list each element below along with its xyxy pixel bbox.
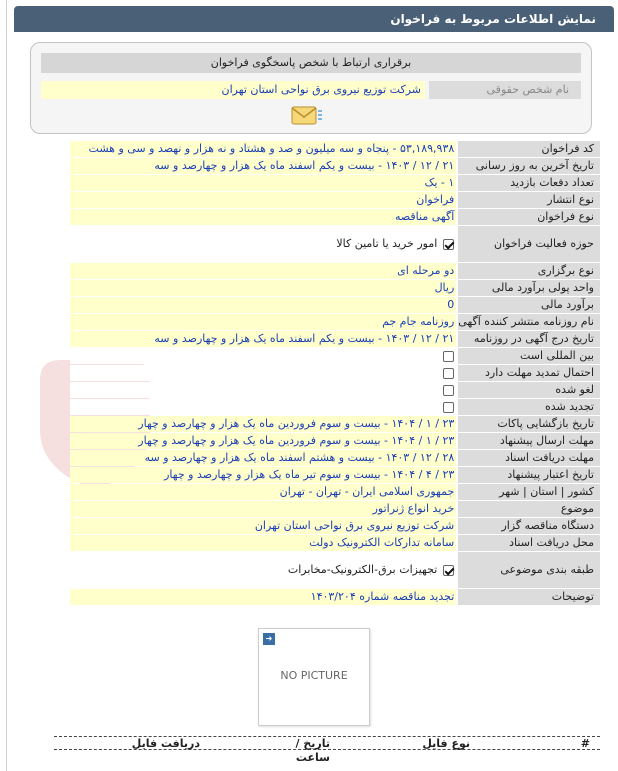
table-row <box>70 467 600 483</box>
flag-label: تجدید شده <box>458 399 600 415</box>
flag-value <box>70 365 458 381</box>
field-label: تاریخ آخرین به روز رسانی <box>458 158 600 174</box>
field-value: ۵۳,۱۸۹,۹۳۸ - پنجاه و سه میلیون و صد و هشتاد و نه هزار و نهصد و سی و هشت <box>70 141 458 157</box>
table-row <box>70 433 600 449</box>
activity-value <box>70 226 458 262</box>
table-row <box>70 297 600 313</box>
field-label: موضوع <box>458 501 600 517</box>
field-label: نوع برگزاری <box>458 263 600 279</box>
field-label: تاریخ بازگشایی پاکات <box>458 416 600 432</box>
field-value: ۲۱ / ۱۲ / ۱۴۰۳ - بیست و یکم اسفند ماه یک هزار و چهارصد و سه <box>70 158 458 174</box>
flag-value <box>70 382 458 398</box>
category-value <box>70 552 458 588</box>
field-value: ۲۱ / ۱۲ / ۱۴۰۳ - بیست و یکم اسفند ماه یک هزار و چهارصد و سه <box>70 331 458 347</box>
table-row <box>70 175 600 191</box>
field-label: مهلت ارسال پیشنهاد <box>458 433 600 449</box>
field-value: ریال <box>70 280 458 296</box>
contact-header: برقراری ارتباط با شخص پاسخگوی فراخوان <box>41 53 581 73</box>
flag-row <box>70 365 600 381</box>
activity-checkbox[interactable] <box>443 239 454 250</box>
field-label: تاریخ اعتبار پیشنهاد <box>458 467 600 483</box>
flag-value <box>70 399 458 415</box>
files-col-download: دریافت فایل <box>131 737 200 750</box>
table-row <box>70 501 600 517</box>
contact-box <box>30 42 592 134</box>
flag-checkbox[interactable] <box>443 385 454 396</box>
table-row <box>70 263 600 279</box>
activity-option-label: امور خرید یا تامین کالا <box>336 237 438 250</box>
table-row <box>70 518 600 534</box>
category-label: طبقه بندی موضوعی <box>458 552 600 588</box>
notes-value: تجدید مناقصه شماره ۱۴۰۳/۲۰۴ <box>70 589 458 605</box>
flag-label: لغو شده <box>458 382 600 398</box>
notes-label: توضیحات <box>458 589 600 605</box>
flag-row <box>70 399 600 415</box>
field-value: ۲۳ / ۴ / ۱۴۰۴ - بیست و سوم تیر ماه یک هزار و چهارصد و چهار <box>70 467 458 483</box>
notes-row <box>70 589 600 605</box>
flag-row <box>70 382 600 398</box>
table-row <box>70 484 600 500</box>
field-label: تعداد دفعات بازدید <box>458 175 600 191</box>
left-border-line <box>6 0 7 771</box>
table-row <box>70 141 600 157</box>
field-value: ۲۸ / ۱۲ / ۱۴۰۳ - بیست و هشتم اسفند ماه یک هزار و چهارصد و سه <box>70 450 458 466</box>
field-value: جمهوری اسلامی ایران - تهران - تهران <box>70 484 458 500</box>
table-row <box>70 416 600 432</box>
contact-value: شرکت توزیع نیروی برق نواحی استان تهران <box>41 81 425 99</box>
field-value: خرید انواع ژنراتور <box>70 501 458 517</box>
field-value: سامانه تدارکات الکترونیک دولت <box>70 535 458 551</box>
field-label: کد فراخوان <box>458 141 600 157</box>
table-row <box>70 158 600 174</box>
tender-image-placeholder[interactable] <box>258 628 370 726</box>
table-row <box>70 192 600 208</box>
category-checkbox[interactable] <box>443 565 454 576</box>
table-row <box>70 450 600 466</box>
field-label: کشور | استان | شهر <box>458 484 600 500</box>
files-col-date: تاریخ / ساعت <box>295 737 330 764</box>
field-label: نام روزنامه منتشر کننده آگهی <box>458 314 600 330</box>
activity-label: حوزه فعالیت فراخوان <box>458 226 600 262</box>
activity-row <box>70 226 600 262</box>
field-value: شرکت توزیع نیروی برق نواحی استان تهران <box>70 518 458 534</box>
flag-checkbox[interactable] <box>443 402 454 413</box>
field-value: 0 <box>70 297 458 313</box>
table-row <box>70 314 600 330</box>
contact-row <box>41 81 581 99</box>
field-label: تاریخ درج آگهی در روزنامه <box>458 331 600 347</box>
field-value: فراخوان <box>70 192 458 208</box>
files-col-type: نوع فایل <box>422 737 470 750</box>
field-label: مهلت دریافت اسناد <box>458 450 600 466</box>
flag-label: بین المللی است <box>458 348 600 364</box>
field-value: دو مرحله ای <box>70 263 458 279</box>
flag-value <box>70 348 458 364</box>
field-label: نوع فراخوان <box>458 209 600 225</box>
field-value: ۱ - یک <box>70 175 458 191</box>
flag-row <box>70 348 600 364</box>
files-table-header <box>54 736 600 764</box>
field-value: روزنامه جام جم <box>70 314 458 330</box>
field-value: ۲۳ / ۱ / ۱۴۰۴ - بیست و سوم فروردین ماه یک هزار و چهارصد و چهار <box>70 433 458 449</box>
table-row <box>70 280 600 296</box>
contact-label: نام شخص حقوقی <box>429 81 581 99</box>
field-label: نوع انتشار <box>458 192 600 208</box>
field-label: واحد پولی برآورد مالی <box>458 280 600 296</box>
no-picture-text: NO PICTURE <box>280 669 348 682</box>
tender-info-table <box>70 140 600 606</box>
field-value: آگهی مناقصه <box>70 209 458 225</box>
flag-checkbox[interactable] <box>443 351 454 362</box>
category-option-label: تجهیزات برق-الکترونیک-مخابرات <box>287 563 438 576</box>
table-row <box>70 331 600 347</box>
table-row <box>70 209 600 225</box>
page-title: نمایش اطلاعات مربوط به فراخوان <box>14 6 614 32</box>
category-row <box>70 552 600 588</box>
envelope-icon[interactable] <box>291 105 323 127</box>
flag-label: احتمال تمدید مهلت دارد <box>458 365 600 381</box>
expand-icon[interactable]: ➜ <box>263 633 275 645</box>
field-value: ۲۳ / ۱ / ۱۴۰۴ - بیست و سوم فروردین ماه یک هزار و چهارصد و چهار <box>70 416 458 432</box>
field-label: محل دریافت اسناد <box>458 535 600 551</box>
field-label: برآورد مالی <box>458 297 600 313</box>
files-col-index: # <box>580 737 590 750</box>
flag-checkbox[interactable] <box>443 368 454 379</box>
table-row <box>70 535 600 551</box>
field-label: دستگاه مناقصه گزار <box>458 518 600 534</box>
